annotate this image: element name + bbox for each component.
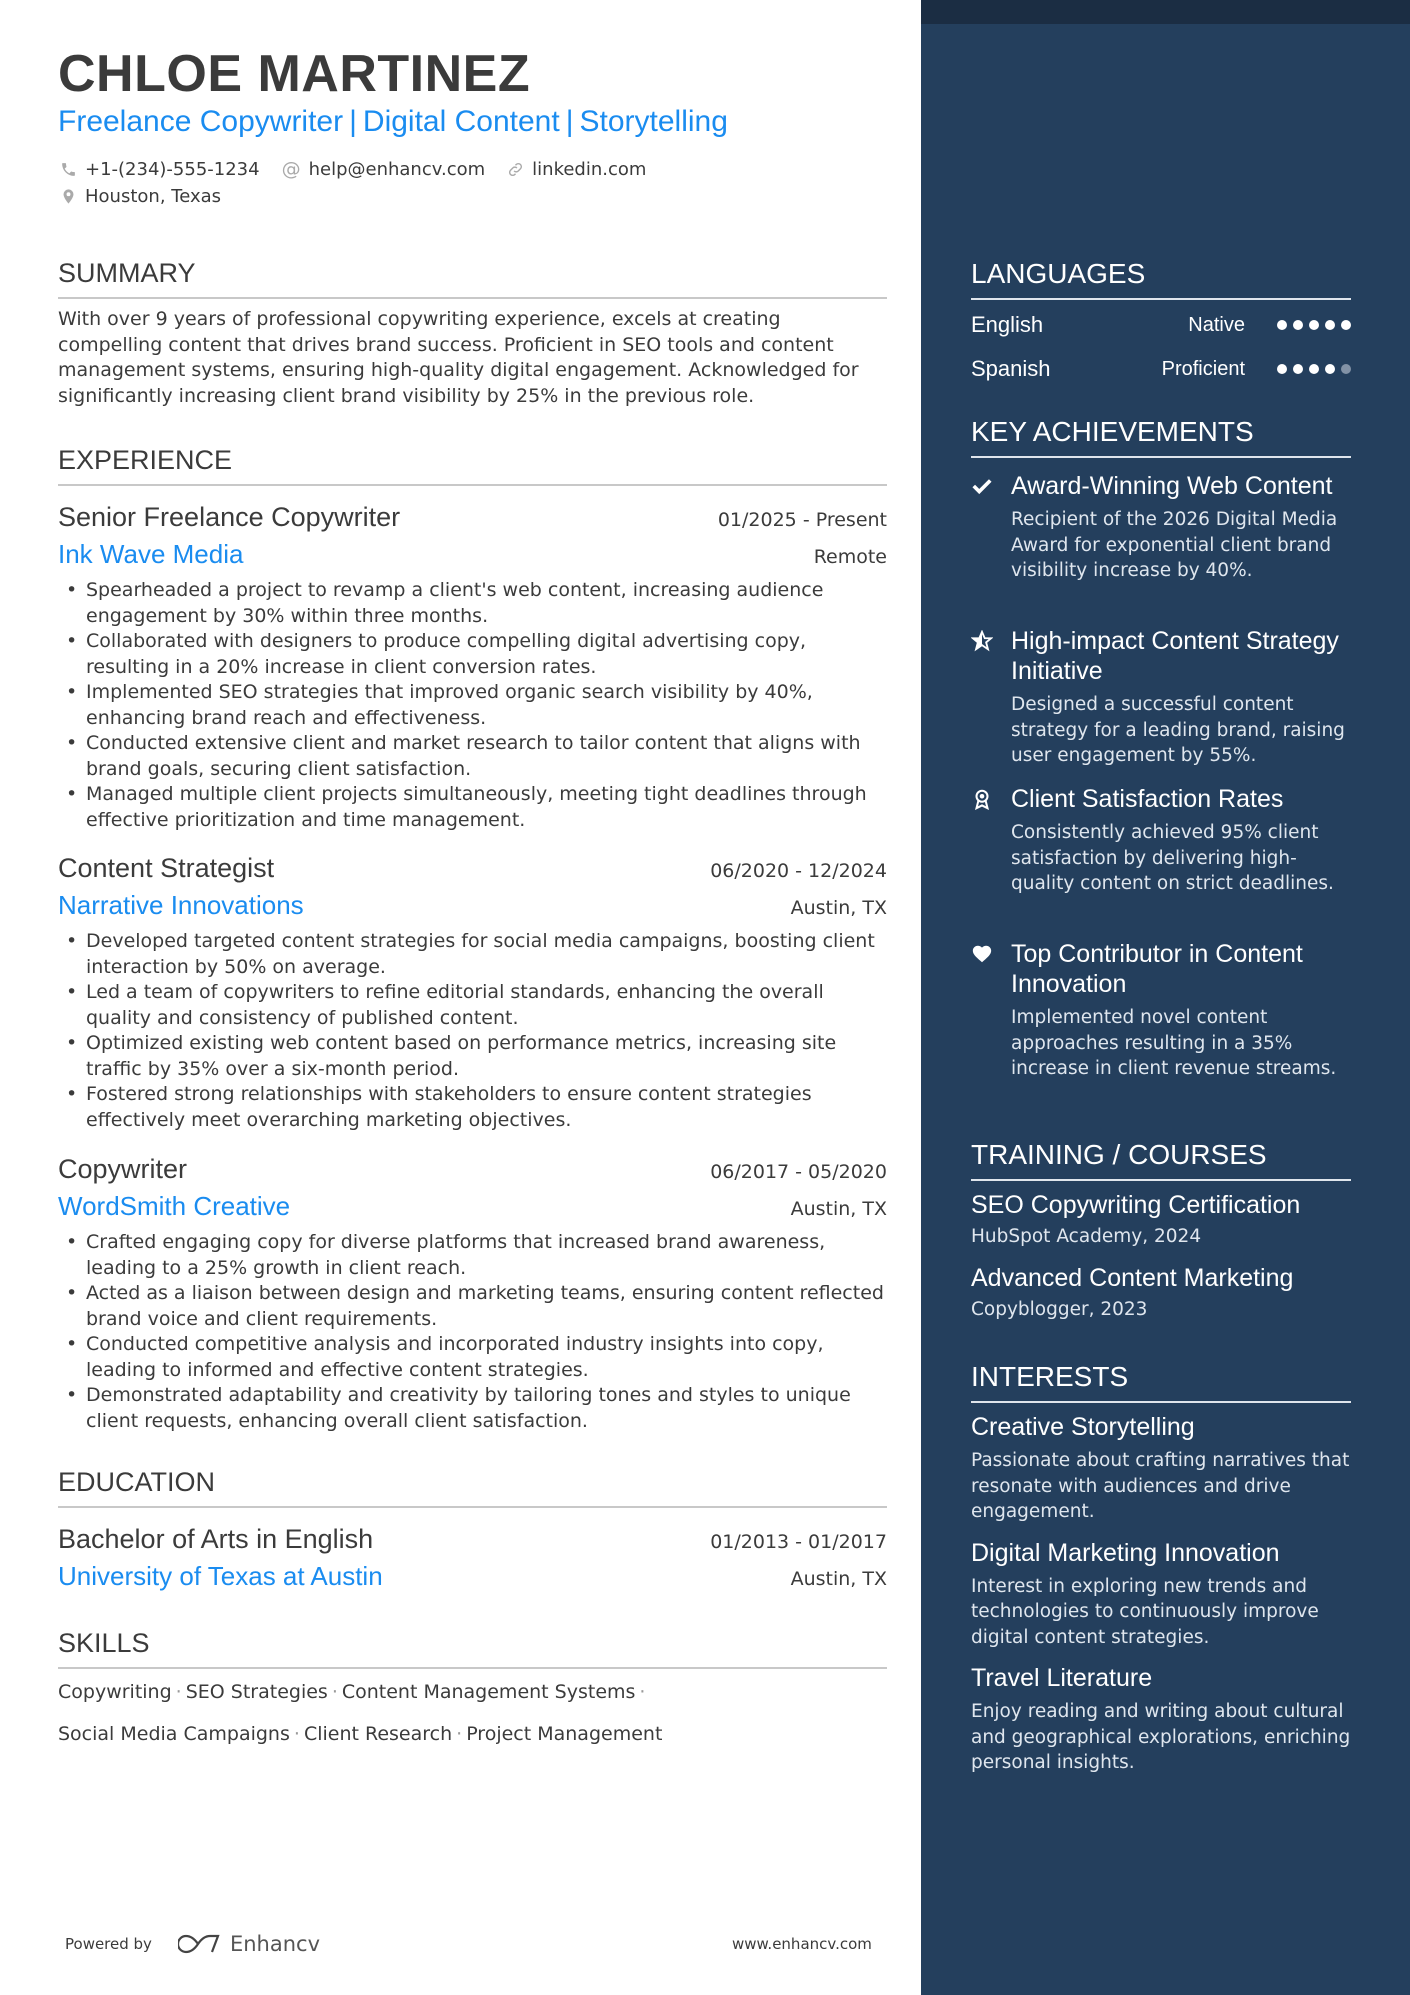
- interests-section: [971, 1361, 1351, 1776]
- skill: SEO Strategies: [185, 1681, 328, 1703]
- language-level: Native: [1188, 313, 1245, 336]
- skill: Client Research: [303, 1723, 453, 1745]
- email[interactable]: help@enhancv.com: [308, 158, 486, 180]
- bullet: • Crafted engaging copy for diverse platforms that increased brand awareness, leading to a 25% growth in client reach.: [58, 1230, 887, 1281]
- achievement-item: [971, 784, 1351, 897]
- powered-by: Powered by: [65, 1935, 152, 1953]
- languages-section: [971, 258, 1351, 382]
- contact-row: [60, 158, 646, 180]
- job-location: Remote: [813, 546, 887, 568]
- bullet: • Implemented SEO strategies that improved organic search visibility by 40%, enhancing brand reach and effectiveness.: [58, 680, 887, 731]
- section-heading: INTERESTS: [971, 1361, 1351, 1403]
- bullet: • Managed multiple client projects simultaneously, meeting tight deadlines through effective prioritization and time management.: [58, 782, 887, 833]
- achievement-item: [971, 939, 1351, 1082]
- language-item: [971, 356, 1351, 382]
- bullet: • Collaborated with designers to produce compelling digital advertising copy, resulting in a 20% increase in client conversion rates.: [58, 629, 887, 680]
- course-title: Advanced Content Marketing: [971, 1263, 1294, 1292]
- interest-desc: Interest in exploring new trends and technologies to continuously improve digital content strategies.: [971, 1575, 1319, 1648]
- section-heading: EXPERIENCE: [58, 445, 887, 486]
- interest-item: [971, 1664, 1351, 1776]
- course-item: [971, 1191, 1351, 1250]
- job-location: Austin, TX: [790, 1198, 887, 1220]
- section-heading: SUMMARY: [58, 258, 887, 299]
- heart-icon: [971, 943, 993, 965]
- award-icon: [971, 788, 993, 810]
- email-icon: @: [281, 158, 301, 180]
- skills-line: Copywriting · SEO Strategies · Content Management Systems ·: [58, 1681, 646, 1703]
- bullet: • Conducted competitive analysis and incorporated industry insights into copy, leading to informed and effective content strategies.: [58, 1332, 887, 1383]
- language-item: [971, 312, 1351, 338]
- interest-desc: Enjoy reading and writing about cultural and geographical explorations, enriching personal insights.: [971, 1701, 1351, 1773]
- training-section: [971, 1139, 1351, 1322]
- rating-dots: [1277, 364, 1351, 374]
- bullet: • Acted as a liaison between design and marketing teams, ensuring content reflected brand voice and client requirements.: [58, 1281, 887, 1332]
- section-heading: TRAINING / COURSES: [971, 1139, 1351, 1181]
- course-provider: HubSpot Academy, 2024: [971, 1226, 1202, 1247]
- achievement-desc: Consistently achieved 95% client satisfaction by delivering high-quality content on strict deadlines.: [1011, 822, 1334, 894]
- bullet: • Conducted extensive client and market research to tailor content that aligns with brand goals, securing client satisfaction.: [58, 731, 887, 782]
- phone-icon: [60, 161, 77, 178]
- interest-title: Creative Storytelling: [971, 1413, 1195, 1441]
- course-provider: Copyblogger, 2023: [971, 1298, 1148, 1320]
- bullet: • Led a team of copywriters to refine editorial standards, enhancing the overall quality and consistency of published content.: [58, 980, 887, 1031]
- skill: Social Media Campaigns: [58, 1723, 290, 1745]
- headline-part: Freelance Copywriter: [58, 105, 344, 138]
- achievement-desc: Recipient of the 2026 Digital Media Award for exponential client brand visibility increase by 40%.: [1011, 509, 1338, 581]
- rating-dot: [1309, 320, 1319, 330]
- section-heading: LANGUAGES: [971, 258, 1351, 300]
- section-heading: KEY ACHIEVEMENTS: [971, 416, 1351, 458]
- bullet: • Spearheaded a project to revamp a client's web content, increasing audience engagement by 30% within three months.: [58, 578, 887, 629]
- company: Narrative Innovations: [58, 890, 304, 920]
- bullet: • Demonstrated adaptability and creativity by tailoring tones and styles to unique client requests, enhancing overall client satisfaction.: [58, 1383, 887, 1434]
- brand-name: Enhancv: [229, 1932, 320, 1956]
- education-section: [58, 1467, 887, 1508]
- linkedin-link[interactable]: linkedin.com: [532, 158, 647, 180]
- interest-item: [971, 1413, 1351, 1525]
- company: Ink Wave Media: [58, 539, 244, 569]
- headline: Freelance Copywriter | Digital Content | Storytelling: [58, 105, 728, 138]
- location: Houston, Texas: [85, 186, 222, 207]
- achievement-title: Top Contributor in Content Innovation: [1011, 940, 1303, 998]
- achievement-title: Client Satisfaction Rates: [1011, 785, 1284, 813]
- rating-dot: [1341, 364, 1351, 374]
- achievement-title: Award-Winning Web Content: [1011, 472, 1333, 500]
- company: WordSmith Creative: [58, 1191, 291, 1221]
- rating-dot: [1341, 320, 1351, 330]
- summary-text: With over 9 years of professional copywriting experience, excels at creating compelling content that drives brand success. Proficient in SEO tools and content management systems, ensuring high-quality digital engagement. Acknowledged for significantly increasing client brand visibility by 25% in the previous role.: [58, 308, 859, 407]
- job-title: Copywriter: [58, 1154, 188, 1184]
- section-heading: SKILLS: [58, 1628, 887, 1669]
- job-date: 06/2017 - 05/2020: [710, 1161, 887, 1183]
- interest-title: Digital Marketing Innovation: [971, 1538, 1280, 1567]
- language-name: English: [971, 312, 1044, 337]
- skill: Project Management: [466, 1723, 663, 1745]
- achievement-title: High-impact Content Strategy Initiative: [1011, 627, 1339, 685]
- footer-branding: [65, 1932, 320, 1956]
- rating-dot: [1293, 320, 1303, 330]
- job-title: Content Strategist: [58, 853, 275, 883]
- bullet: • Fostered strong relationships with stakeholders to ensure content strategies effectively meet overarching marketing objectives.: [58, 1082, 887, 1133]
- job-date: 06/2020 - 12/2024: [710, 860, 887, 882]
- location-pin-icon: [60, 188, 77, 205]
- education-entry: [58, 1524, 887, 1592]
- job-entry: [58, 502, 887, 833]
- summary-section: [58, 258, 887, 409]
- footer-url[interactable]: www.enhancv.com: [732, 1935, 872, 1953]
- interest-item: [971, 1539, 1351, 1651]
- candidate-name: CHLOE MARTINEZ: [58, 45, 531, 103]
- rating-dot: [1309, 364, 1319, 374]
- achievement-desc: Designed a successful content strategy for a leading brand, raising user engagement by 55%.: [1011, 694, 1345, 766]
- section-heading: EDUCATION: [58, 1467, 887, 1508]
- bullet: • Developed targeted content strategies for social media campaigns, boosting client interaction by 50% on average.: [58, 929, 887, 980]
- rating-dot: [1325, 320, 1335, 330]
- headline-part: Digital Content: [362, 105, 560, 138]
- course-title: SEO Copywriting Certification: [971, 1191, 1301, 1219]
- skill: Content Management Systems: [341, 1681, 636, 1703]
- job-date: 01/2025 - Present: [717, 509, 887, 531]
- sidebar-top-strip: [921, 0, 1410, 24]
- rating-dot: [1277, 364, 1287, 374]
- language-name: Spanish: [971, 356, 1051, 381]
- experience-section: [58, 445, 887, 486]
- achievement-desc: Implemented novel content approaches resulting in a 35% increase in client revenue streams.: [1011, 1007, 1337, 1079]
- job-location: Austin, TX: [790, 897, 887, 919]
- job-entry: [58, 853, 887, 1133]
- bullet: • Optimized existing web content based on performance metrics, increasing site traffic by 35% over a six-month period.: [58, 1031, 887, 1082]
- degree: Bachelor of Arts in English: [58, 1524, 374, 1554]
- location-row: [60, 186, 221, 207]
- language-level: Proficient: [1161, 357, 1245, 380]
- check-icon: [971, 475, 993, 497]
- education-date: 01/2013 - 01/2017: [710, 1531, 887, 1553]
- job-title: Senior Freelance Copywriter: [58, 502, 401, 532]
- job-entry: [58, 1154, 887, 1434]
- link-icon: [507, 161, 524, 178]
- achievement-item: [971, 471, 1351, 584]
- rating-dot: [1277, 320, 1287, 330]
- rating-dot: [1325, 364, 1335, 374]
- rating-dots: [1277, 320, 1351, 330]
- rating-dot: [1293, 364, 1303, 374]
- enhancv-logo-icon: [178, 1933, 222, 1955]
- interest-title: Travel Literature: [971, 1664, 1153, 1692]
- skill: Copywriting: [58, 1681, 172, 1703]
- skills-line: Social Media Campaigns · Client Research · Project Management: [58, 1723, 663, 1745]
- interest-desc: Passionate about crafting narratives that resonate with audiences and drive engagement.: [971, 1450, 1350, 1522]
- skills-section: [58, 1628, 887, 1755]
- course-item: [971, 1264, 1351, 1323]
- school: University of Texas at Austin: [58, 1561, 383, 1591]
- star-icon: [971, 630, 993, 652]
- education-location: Austin, TX: [790, 1568, 887, 1590]
- headline-part: Storytelling: [579, 105, 728, 138]
- achievement-item: [971, 626, 1351, 769]
- phone[interactable]: +1-(234)-555-1234: [85, 158, 260, 180]
- achievements-section: [971, 416, 1351, 458]
